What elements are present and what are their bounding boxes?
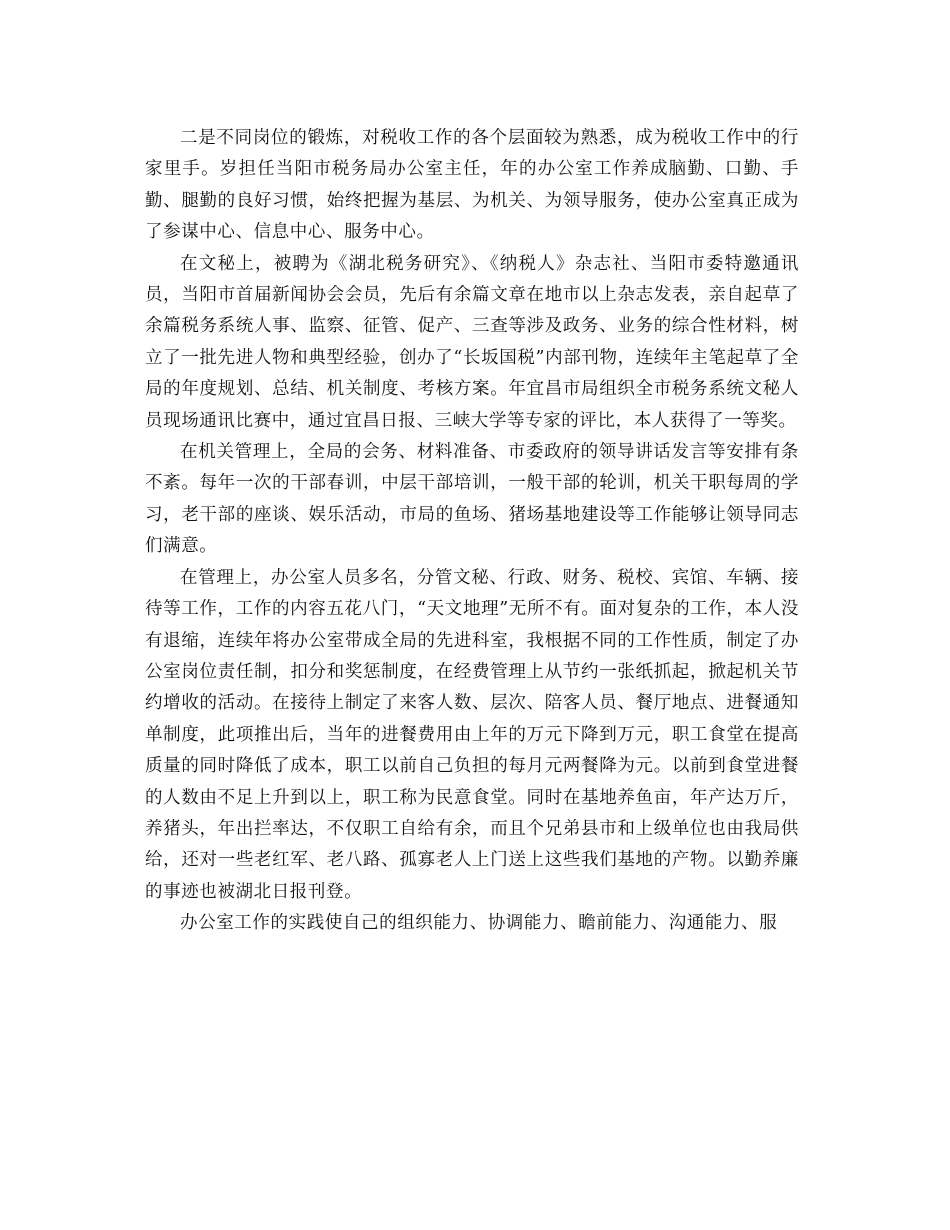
paragraph-organ-management: 在机关管理上，全局的会务、材料准备、市委政府的领导讲话发言等安排有条不紊。每年一次的干部春训，中层干部培训，一般干部的轮训，机关干职每周的学习，老干部的座谈、娱乐活动，市局的鱼场、猪场基地建设等工作能够让领导同志们满意。 bbox=[145, 442, 799, 557]
document-body bbox=[145, 123, 799, 940]
paragraph-secretarial-work: 在文秘上，被聘为《湖北税务研究》、《纳税人》杂志社、当阳市委特邀通讯员，当阳市首届新闻协会会员，先后有余篇文章在地市以上杂志发表，亲自起草了余篇税务系统人事、监察、征管、促产、三查等涉及政务、业务的综合性材料，树立了一批先进人物和典型经验，创办了“长坂国税”内部刊物，连续年主笔起草了全局的年度规划、总结、机关制度、考核方案。年宜昌市局组织全市税务系统文秘人员现场通讯比赛中，通过宜昌日报、三峡大学等专家的评比，本人获得了一等奖。 bbox=[145, 253, 799, 431]
paragraph-office-management: 在管理上，办公室人员多名，分管文秘、行政、财务、税校、宾馆、车辆、接待等工作，工作的内容五花八门，“天文地理”无所不有。面对复杂的工作，本人没有退缩，连续年将办公室带成全局的先进科室，我根据不同的工作性质，制定了办公室岗位责任制，扣分和奖惩制度，在经费管理上从节约一张纸抓起，掀起机关节约增收的活动。在接待上制定了来客人数、层次、陪客人员、餐厅地点、进餐通知单制度，此项推出后，当年的进餐费用由上年的万元下降到万元，职工食堂在提高质量的同时降低了成本，职工以前自己负担的每月元两餐降为元。以前到食堂进餐的人数由不足上升到以上，职工称为民意食堂。同时在基地养鱼亩，年产达万斤，养猪头，年出拦率达，不仅职工自给有余，而且个兄弟县市和上级单位也由我局供给，还对一些老红军、老八路、孤寡老人上门送上这些我们基地的产物。以勤养廉的事迹也被湖北日报刊登。 bbox=[145, 567, 799, 902]
paragraph-office-practice: 办公室工作的实践使自己的组织能力、协调能力、瞻前能力、沟通能力、服 bbox=[180, 913, 778, 934]
paragraph-job-rotation: 二是不同岗位的锻炼，对税收工作的各个层面较为熟悉，成为税收工作中的行家里手。岁担任当阳市税务局办公室主任，年的办公室工作养成脑勤、口勤、手勤、腿勤的良好习惯，始终把握为基层、为机关、为领导服务，使办公室真正成为了参谋中心、信息中心、服务中心。 bbox=[145, 128, 799, 243]
